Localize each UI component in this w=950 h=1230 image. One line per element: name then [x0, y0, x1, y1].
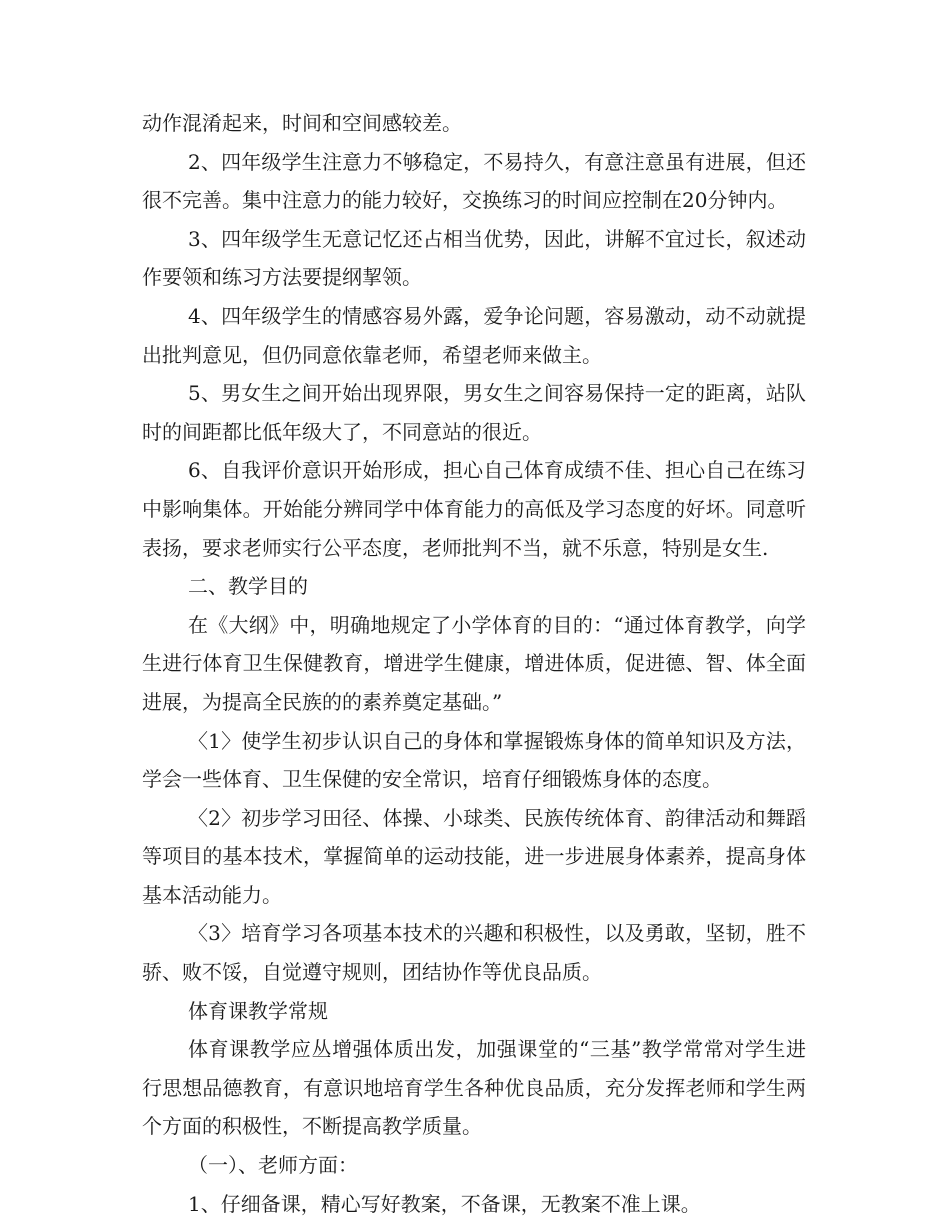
paragraph-item-2: 2、四年级学生注意力不够稳定，不易持久，有意注意虽有进展，但还很不完善。集中注意力的能力较好，交换练习的时间应控制在20分钟内。 [142, 149, 806, 213]
paragraph-goal-2: 〈2〉初步学习田径、体操、小球类、民族传统体育、韵律活动和舞蹈等项目的基本技术，掌握简单的运动技能，进一步进展身体素养，提高身体基本活动能力。 [142, 805, 806, 907]
paragraph-item-3: 3、四年级学生无意记忆还占相当优势，因此，讲解不宜过长，叙述动作要领和练习方法要提纲挈领。 [142, 226, 806, 290]
paragraph-teacher-item-1: 1、仔细备课，精心写好教案，不备课，无教案不准上课。 [188, 1191, 701, 1216]
paragraph-continuation: 动作混淆起来，时间和空间感较差。 [142, 111, 462, 135]
paragraph-goal-1: 〈1〉使学生初步认识自己的身体和掌握锻炼身体的简单知识及方法，学会一些体育、卫生保健的安全常识，培育仔细锻炼身体的态度。 [142, 728, 806, 792]
paragraph-item-6: 6、自我评价意识开始形成，担心自己体育成绩不佳、担心自己在练习中影响集体。开始能分辨同学中体育能力的高低及学习态度的好坏。同意听表扬，要求老师实行公平态度，老师批判不当，就不乐意，特别是女生. [142, 458, 806, 560]
paragraph-item-4: 4、四年级学生的情感容易外露，爱争论问题，容易激动，动不动就提出批判意见，但仍同意依靠老师，希望老师来做主。 [142, 303, 806, 367]
subsection-heading-teacher: （一）、老师方面： [188, 1153, 358, 1178]
paragraph-syllabus-quote: 在《大纲》中，明确地规定了小学体育的目的：“通过体育教学，向学生进行体育卫生保健教育，增进学生健康，增进体质，促进德、智、体全面进展，为提高全民族的的素养奠定基础。” [142, 612, 806, 714]
paragraph-goal-3: 〈3〉培育学习各项基本技术的兴趣和积极性，以及勇敢，坚韧，胜不骄、败不馁，自觉遵守规则，团结协作等优良品质。 [142, 921, 806, 985]
section-heading-teaching-goals: 二、教学目的 [188, 574, 308, 599]
document-page [142, 104, 806, 1223]
paragraph-item-5: 5、男女生之间开始出现界限，男女生之间容易保持一定的距离，站队时的间距都比低年级大了，不同意站的很近。 [142, 381, 806, 444]
section-heading-pe-routine: 体育课教学常规 [188, 998, 328, 1023]
paragraph-pe-routine-intro: 体育课教学应丛增强体质出发，加强课堂的“三基”教学常常对学生进行思想品德教育，有意识地培育学生各种优良品质，充分发挥老师和学生两个方面的积极性，不断提高教学质量。 [142, 1037, 806, 1139]
